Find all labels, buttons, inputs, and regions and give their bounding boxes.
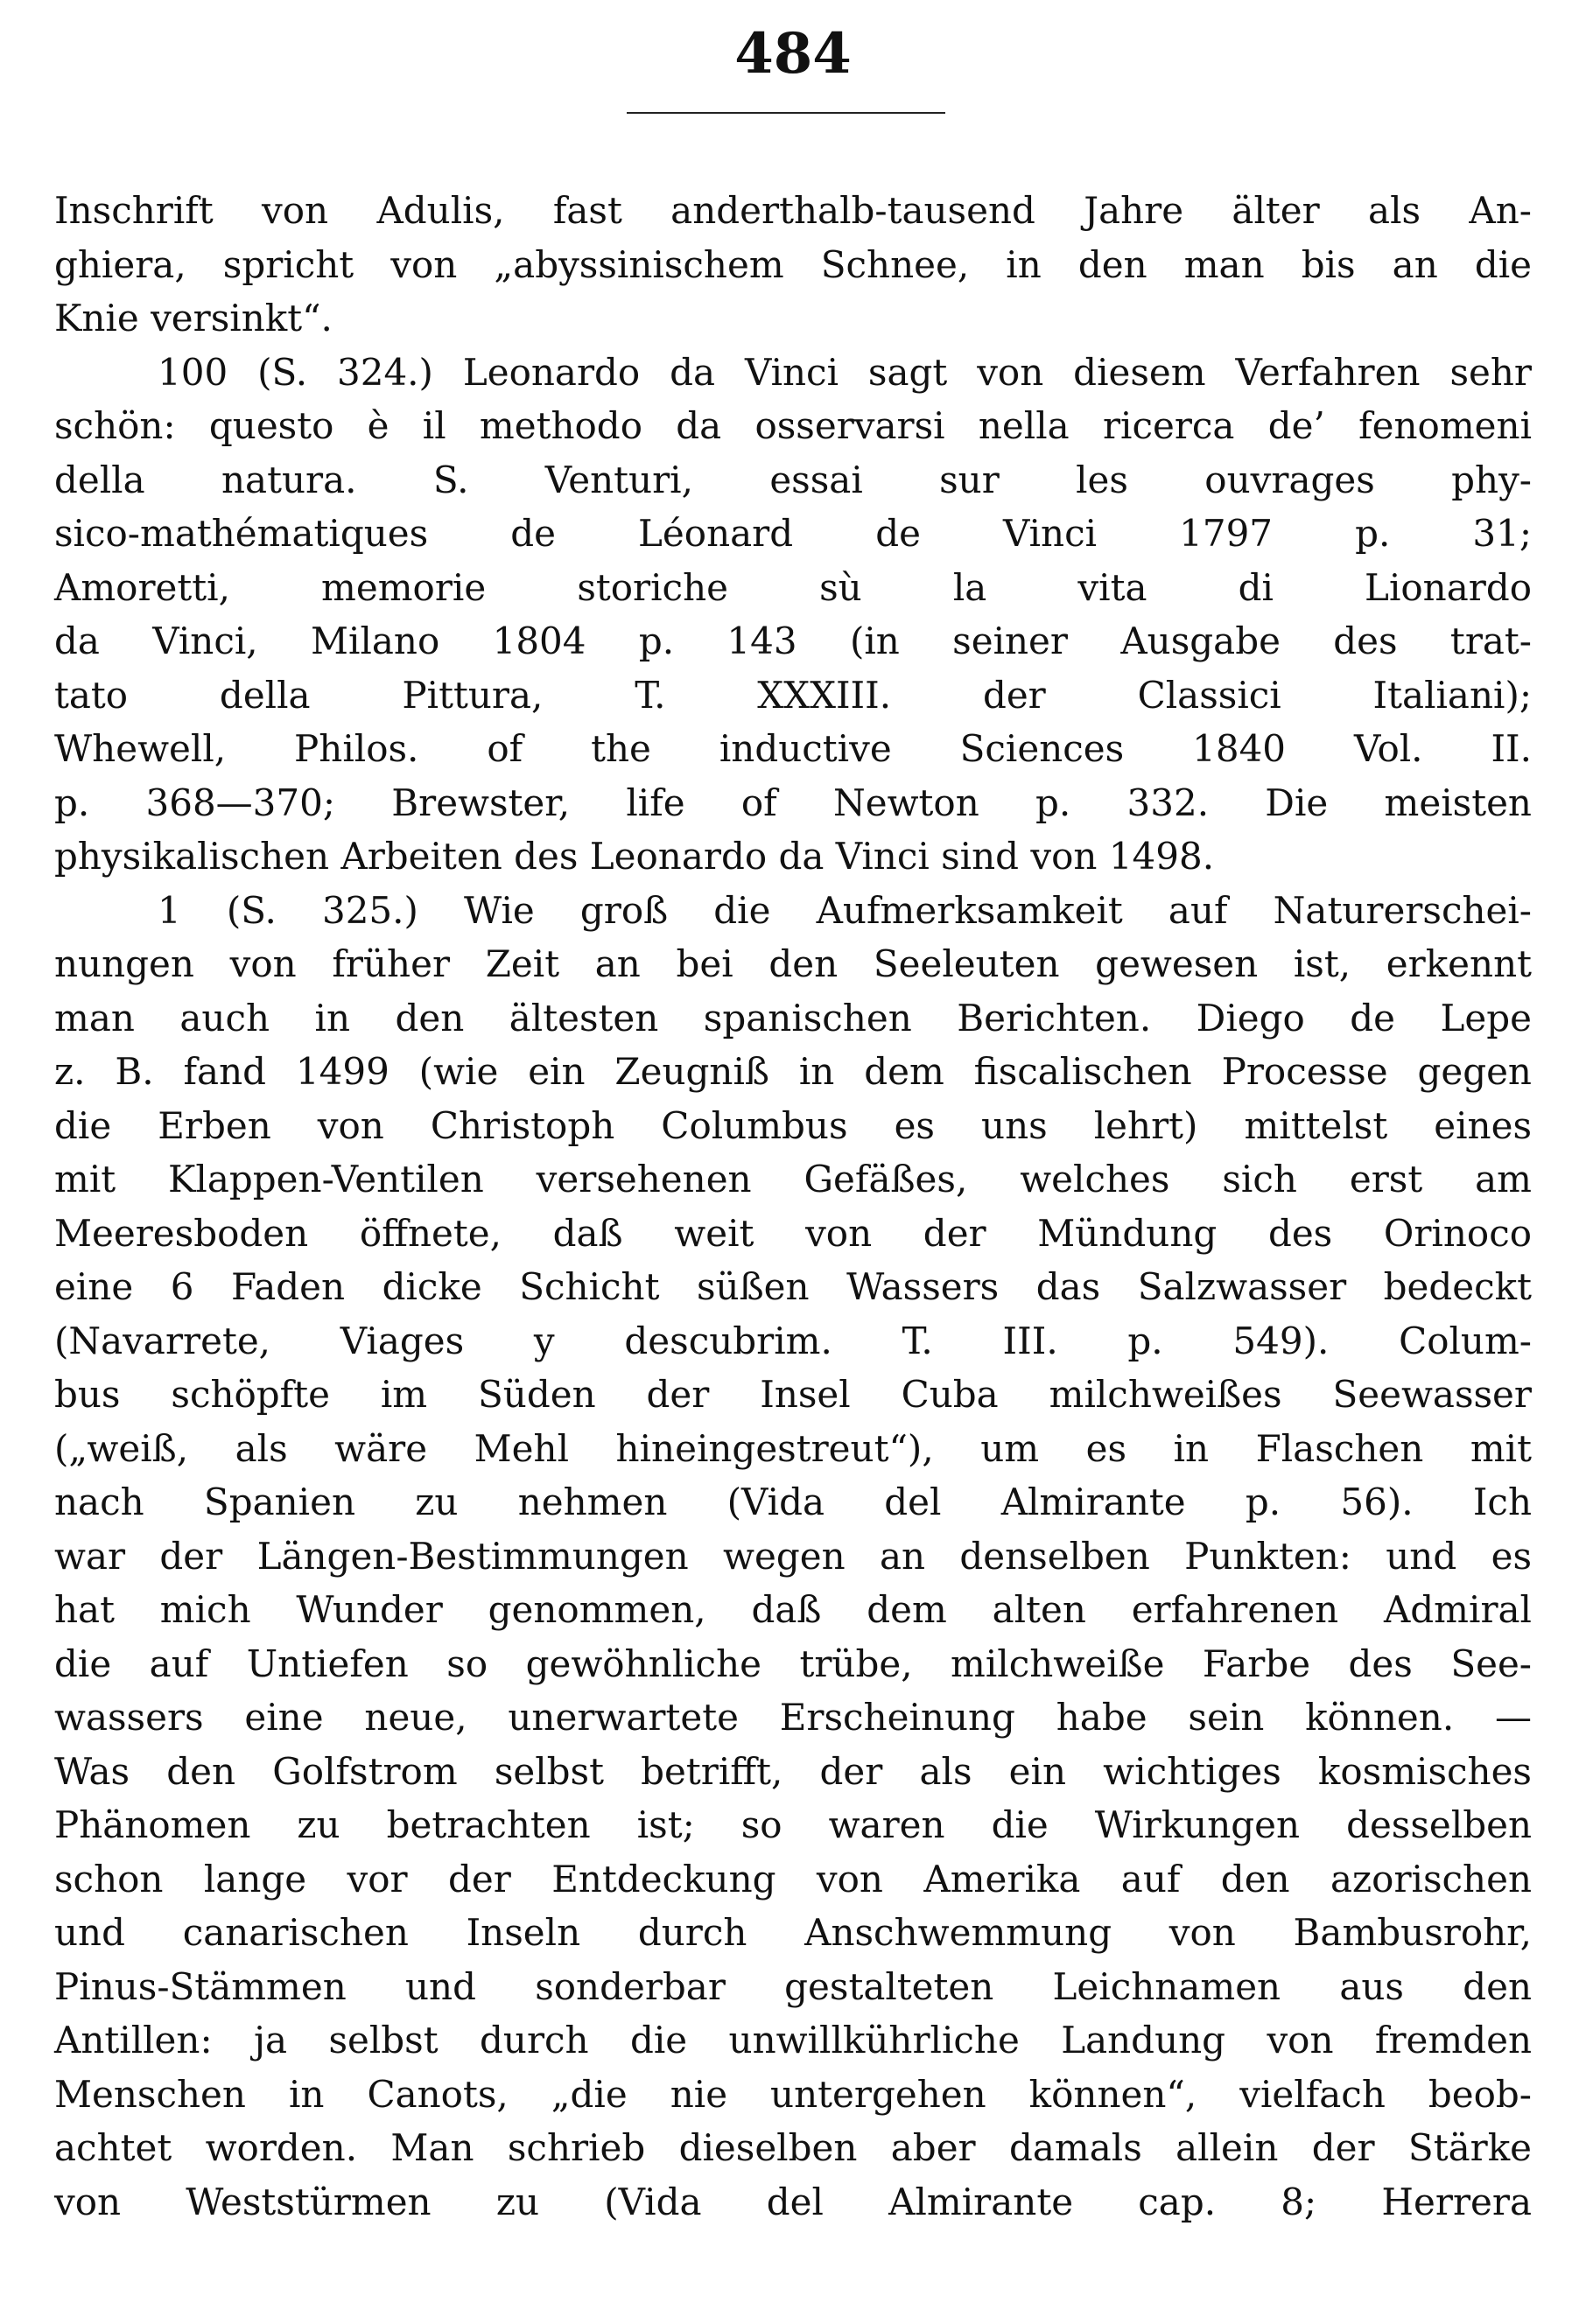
text-line: Amoretti, memorie storiche sù la vita di Lionardo [54,565,1532,609]
text-line: physikalischen Arbeiten des Leonardo da Vinci sind von 1498. [54,835,1215,878]
text-line: della natura. S. Venturi, essai sur les ouvrages phy- [54,458,1532,501]
text-line: Whewell, Philos. of the inductive Sciences 1840 Vol. II. [54,727,1532,770]
page-number: 484 [734,21,852,87]
text-line: Knie versinkt“. [54,297,333,340]
text-line: z. B. fand 1499 (wie ein Zeugniß in dem fiscalischen Processe gegen [54,1050,1532,1093]
body-text [54,184,1532,2229]
text-line: tato della Pittura, T. XXXIII. der Classici Italiani); [54,673,1532,717]
text-line: („weiß, als wäre Mehl hineingestreut“), um es in Flaschen mit [54,1426,1532,1470]
header-rule [627,112,945,114]
text-line: Meeresboden öffnete, daß weit von der Mündung des Orinoco [54,1211,1532,1255]
text-line: eine 6 Faden dicke Schicht süßen Wassers das Salzwasser bedeckt [54,1265,1532,1308]
text-line: schon lange vor der Entdeckung von Amerika auf den azorischen [54,1857,1532,1900]
text-line: mit Klappen-Ventilen versehenen Gefäßes, welches sich erst am [54,1158,1532,1200]
text-line: sico-mathématiques de Léonard de Vinci 1797 p. 31; [54,512,1532,555]
text-line: Inschrift von Adulis, fast anderthalb-tausend Jahre älter als An- [54,189,1532,232]
text-line: und canarischen Inseln durch Anschwemmung von Bambusrohr, [54,1911,1532,1954]
text-line: Menschen in Canots, „die nie untergehen können“, vielfach beob- [54,2072,1532,2116]
text-line: wassers eine neue, unerwartete Erscheinung habe sein können. — [54,1696,1532,1739]
text-line: bus schöpfte im Süden der Insel Cuba milchweißes Seewasser [54,1373,1532,1416]
text-line: da Vinci, Milano 1804 p. 143 (in seiner Ausgabe des trat- [54,620,1532,662]
text-line: hat mich Wunder genommen, daß dem alten erfahrenen Admiral [54,1588,1532,1631]
text-line: war der Längen-Bestimmungen wegen an denselben Punkten: und es [54,1534,1532,1578]
text-line: nach Spanien zu nehmen (Vida del Almirante p. 56). Ich [54,1480,1532,1523]
text-line: nungen von früher Zeit an bei den Seeleuten gewesen ist, erkennt [54,942,1532,985]
text-line: man auch in den ältesten spanischen Berichten. Diego de Lepe [54,996,1532,1040]
text-line: von Weststürmen zu (Vida del Almirante cap. 8; Herrera [54,2180,1532,2223]
text-line: ghiera, spricht von „abyssinischem Schnee, in den man bis an die [54,242,1532,286]
text-line: Was den Golfstrom selbst betrifft, der als ein wichtiges kosmisches [54,1749,1532,1793]
text-line: schön: questo è il methodo da osservarsi nella ricerca de’ fenomeni [54,404,1532,447]
text-line: Pinus-Stämmen und sonderbar gestalteten Leichnamen aus den [54,1964,1532,2008]
text-line: achtet worden. Man schrieb dieselben aber damals allein der Stärke [54,2126,1532,2169]
text-line: die auf Untiefen so gewöhnliche trübe, milchweiße Farbe des See- [54,1642,1532,1685]
text-line: Phänomen zu betrachten ist; so waren die Wirkungen desselben [54,1803,1532,1846]
text-line: Antillen: ja selbst durch die unwillkührliche Landung von fremden [54,2019,1532,2062]
text-line: p. 368—370; Brewster, life of Newton p. 332. Die meisten [54,780,1532,824]
text-line: 100 (S. 324.) Leonardo da Vinci sagt von diesem Verfahren sehr [158,350,1532,394]
text-line: die Erben von Christoph Columbus es uns lehrt) mittelst eines [54,1103,1532,1147]
text-line: 1 (S. 325.) Wie groß die Aufmerksamkeit auf Naturerschei- [158,888,1532,932]
text-line: (Navarrete, Viages y descubrim. T. III. p. 549). Colum- [54,1319,1532,1362]
